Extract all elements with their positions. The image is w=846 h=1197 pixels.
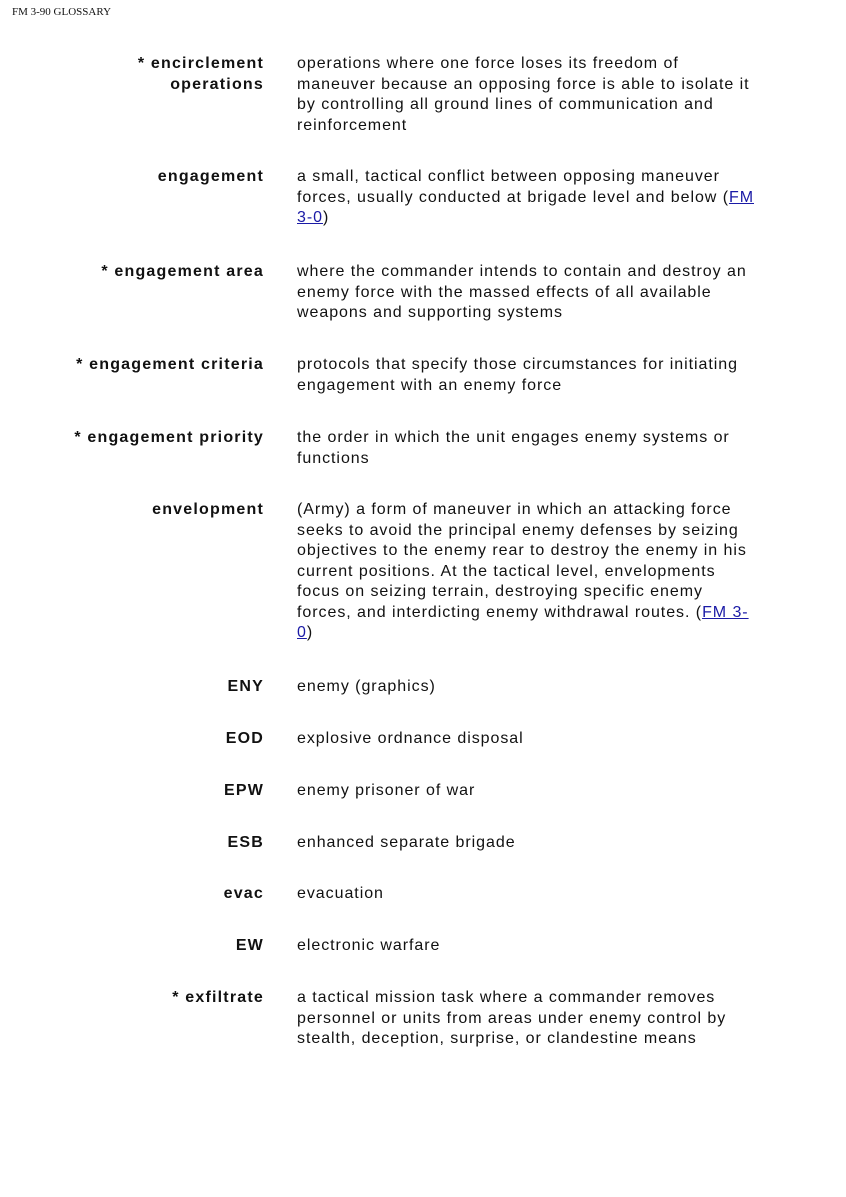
definition bbox=[297, 500, 757, 644]
reference-link-fm-3-0[interactable]: FM 3-0 bbox=[297, 603, 749, 641]
definition-text: a small, tactical conflict between opposing maneuver forces, usually conducted at brigade level and below ( bbox=[297, 168, 729, 206]
definition: enemy (graphics) bbox=[297, 678, 436, 695]
definition-text: (Army) a form of maneuver in which an attacking force seeks to avoid the principal enemy defenses by seizing objectives to the enemy rear to destroy the enemy in his current positions. At the tactical level, envelopments focus on seizing terrain, destroying specific enemy forces, and interdicting enemy withdrawal routes. ( bbox=[297, 501, 747, 621]
definition: explosive ordnance disposal bbox=[297, 730, 524, 747]
definition-close: ) bbox=[306, 624, 314, 641]
term: * exfiltrate bbox=[172, 989, 264, 1006]
term: * encirclement operations bbox=[137, 55, 264, 93]
definition bbox=[297, 167, 757, 229]
definition: operations where one force loses its freedom of maneuver because an opposing force is able to isolate it by controlling all ground lines of communication and reinforcement bbox=[297, 55, 750, 134]
term: envelopment bbox=[152, 501, 264, 518]
term: * engagement criteria bbox=[76, 356, 264, 373]
term: engagement bbox=[157, 168, 264, 185]
definition: enhanced separate brigade bbox=[297, 834, 516, 851]
term: ENY bbox=[227, 678, 264, 695]
definition: evacuation bbox=[297, 885, 384, 902]
definition: the order in which the unit engages enemy systems or functions bbox=[297, 429, 730, 467]
definition: enemy prisoner of war bbox=[297, 782, 476, 799]
term: EPW bbox=[223, 782, 264, 799]
definition: a tactical mission task where a commander removes personnel or units from areas under enemy control by stealth, deception, surprise, or clandestine means bbox=[297, 989, 727, 1047]
term: EW bbox=[235, 937, 264, 954]
term: EOD bbox=[225, 730, 264, 747]
term: ESB bbox=[227, 834, 264, 851]
definition-close: ) bbox=[322, 209, 330, 226]
term: * engagement area bbox=[101, 263, 264, 280]
definition: protocols that specify those circumstances for initiating engagement with an enemy force bbox=[297, 356, 738, 394]
running-header: FM 3-90 GLOSSARY bbox=[12, 6, 112, 18]
term: evac bbox=[223, 885, 264, 902]
definition: electronic warfare bbox=[297, 937, 441, 954]
reference-link-fm-3-0[interactable]: FM 3-0 bbox=[297, 188, 754, 226]
definition: where the commander intends to contain and destroy an enemy force with the massed effects of all available weapons and supporting systems bbox=[297, 263, 747, 321]
term: * engagement priority bbox=[74, 429, 264, 446]
